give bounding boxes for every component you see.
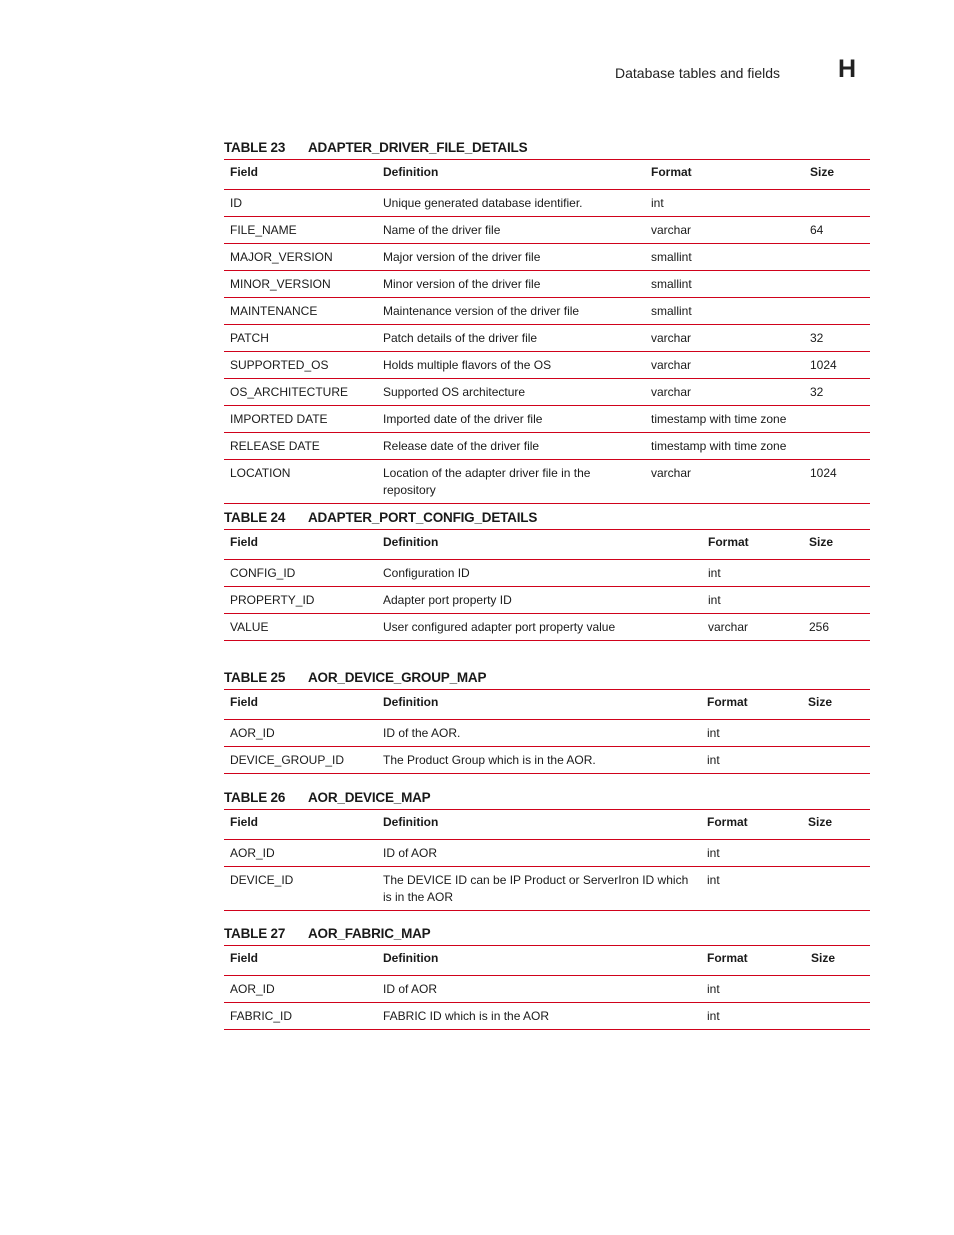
table-row xyxy=(224,720,870,747)
table-caption xyxy=(224,507,870,529)
table-number: TABLE 25 xyxy=(224,670,286,685)
table-cell: ID of the AOR. xyxy=(377,720,701,747)
data-table xyxy=(224,689,870,774)
table-row xyxy=(224,271,870,298)
table-number: TABLE 27 xyxy=(224,926,286,941)
table-cell xyxy=(805,1003,870,1030)
data-table xyxy=(224,809,870,911)
table-number: TABLE 26 xyxy=(224,790,286,805)
table-cell: int xyxy=(701,840,802,867)
column-header: Field xyxy=(230,815,259,829)
table-cell: DEVICE_ID xyxy=(224,867,377,911)
table-cell: 1024 xyxy=(804,460,870,504)
table-cell: Patch details of the driver file xyxy=(377,325,645,352)
table-cell: AOR_ID xyxy=(224,720,377,747)
table-header-row xyxy=(224,160,870,190)
table-cell: The Product Group which is in the AOR. xyxy=(377,747,701,774)
table-row xyxy=(224,747,870,774)
table-cell: Release date of the driver file xyxy=(377,433,645,460)
column-header: Definition xyxy=(383,695,439,709)
table-caption xyxy=(224,137,870,159)
column-header: Field xyxy=(230,695,259,709)
table-cell xyxy=(804,190,870,217)
table-cell xyxy=(804,244,870,271)
table-cell xyxy=(804,271,870,298)
table-cell: The DEVICE ID can be IP Product or ServerIron ID which is in the AOR xyxy=(377,867,701,911)
table-row xyxy=(224,190,870,217)
table-header-row xyxy=(224,810,870,840)
table-row xyxy=(224,379,870,406)
table-cell: PROPERTY_ID xyxy=(224,587,377,614)
table-cell: PATCH xyxy=(224,325,377,352)
column-header: Field xyxy=(230,535,259,549)
column-header: Definition xyxy=(383,815,439,829)
table-cell: smallint xyxy=(645,298,804,325)
table-row xyxy=(224,352,870,379)
data-table xyxy=(224,159,870,504)
table-cell: int xyxy=(645,190,804,217)
table-cell: int xyxy=(701,720,802,747)
data-table xyxy=(224,945,870,1030)
table-row xyxy=(224,840,870,867)
table-cell: Imported date of the driver file xyxy=(377,406,645,433)
table-row xyxy=(224,1003,870,1030)
column-header: Definition xyxy=(383,535,439,549)
table-row xyxy=(224,406,870,433)
table-row xyxy=(224,614,870,641)
table-cell: VALUE xyxy=(224,614,377,641)
table-cell xyxy=(802,840,870,867)
table-header-row xyxy=(224,530,870,560)
table-cell: varchar xyxy=(645,217,804,244)
table-cell: int xyxy=(701,1003,805,1030)
table-cell: Name of the driver file xyxy=(377,217,645,244)
table-cell xyxy=(804,433,870,460)
column-header: Field xyxy=(230,165,259,179)
column-header: Size xyxy=(808,695,833,709)
table-name: AOR_FABRIC_MAP xyxy=(308,926,431,941)
table-cell: LOCATION xyxy=(224,460,377,504)
table-name: ADAPTER_DRIVER_FILE_DETAILS xyxy=(308,140,528,155)
table-cell: ID of AOR xyxy=(377,976,701,1003)
table-cell: User configured adapter port property value xyxy=(377,614,702,641)
table-cell: varchar xyxy=(702,614,803,641)
table-row xyxy=(224,867,870,911)
table-cell: Configuration ID xyxy=(377,560,702,587)
table-cell: varchar xyxy=(645,460,804,504)
table-cell: int xyxy=(702,587,803,614)
table-row xyxy=(224,244,870,271)
table-cell: Adapter port property ID xyxy=(377,587,702,614)
column-header: Size xyxy=(809,535,834,549)
column-header: Format xyxy=(708,535,749,549)
column-header: Field xyxy=(230,951,259,965)
running-header-title: Database tables and fields xyxy=(615,65,780,81)
appendix-letter: H xyxy=(838,55,857,83)
table-cell: ID of AOR xyxy=(377,840,701,867)
table-number: TABLE 24 xyxy=(224,510,286,525)
table-cell: int xyxy=(701,747,802,774)
table-cell: Major version of the driver file xyxy=(377,244,645,271)
table-block xyxy=(224,507,870,641)
table-cell: 1024 xyxy=(804,352,870,379)
column-header: Format xyxy=(707,951,748,965)
table-cell: varchar xyxy=(645,325,804,352)
table-block xyxy=(224,137,870,504)
table-cell: MAJOR_VERSION xyxy=(224,244,377,271)
table-number: TABLE 23 xyxy=(224,140,286,155)
table-cell: timestamp with time zone xyxy=(645,433,804,460)
table-cell xyxy=(804,298,870,325)
table-cell: Maintenance version of the driver file xyxy=(377,298,645,325)
table-block xyxy=(224,787,870,911)
table-cell: FILE_NAME xyxy=(224,217,377,244)
table-name: AOR_DEVICE_GROUP_MAP xyxy=(308,670,487,685)
table-cell: smallint xyxy=(645,244,804,271)
data-table xyxy=(224,529,870,641)
table-cell: ID xyxy=(224,190,377,217)
table-cell: IMPORTED DATE xyxy=(224,406,377,433)
table-block xyxy=(224,667,870,774)
table-row xyxy=(224,587,870,614)
table-cell: Unique generated database identifier. xyxy=(377,190,645,217)
table-cell: Holds multiple flavors of the OS xyxy=(377,352,645,379)
table-cell: 32 xyxy=(804,325,870,352)
table-name: AOR_DEVICE_MAP xyxy=(308,790,431,805)
table-cell: Supported OS architecture xyxy=(377,379,645,406)
column-header: Format xyxy=(651,165,692,179)
table-cell xyxy=(803,560,870,587)
table-header-row xyxy=(224,946,870,976)
table-cell xyxy=(805,976,870,1003)
column-header: Size xyxy=(808,815,833,829)
table-cell: RELEASE DATE xyxy=(224,433,377,460)
table-row xyxy=(224,460,870,504)
table-cell: smallint xyxy=(645,271,804,298)
table-cell: varchar xyxy=(645,352,804,379)
table-cell: DEVICE_GROUP_ID xyxy=(224,747,377,774)
table-cell: varchar xyxy=(645,379,804,406)
table-cell: AOR_ID xyxy=(224,976,377,1003)
table-caption xyxy=(224,923,870,945)
table-cell xyxy=(804,406,870,433)
table-cell: int xyxy=(701,976,805,1003)
table-cell: timestamp with time zone xyxy=(645,406,804,433)
column-header: Size xyxy=(810,165,835,179)
column-header: Definition xyxy=(383,165,439,179)
table-row xyxy=(224,433,870,460)
table-cell: CONFIG_ID xyxy=(224,560,377,587)
table-row xyxy=(224,298,870,325)
column-header: Definition xyxy=(383,951,439,965)
table-row xyxy=(224,325,870,352)
table-cell: FABRIC_ID xyxy=(224,1003,377,1030)
table-cell: SUPPORTED_OS xyxy=(224,352,377,379)
table-cell: 32 xyxy=(804,379,870,406)
column-header: Format xyxy=(707,815,748,829)
table-cell: Location of the adapter driver file in the repository xyxy=(377,460,645,504)
table-cell: OS_ARCHITECTURE xyxy=(224,379,377,406)
table-row xyxy=(224,976,870,1003)
column-header: Format xyxy=(707,695,748,709)
table-cell: MINOR_VERSION xyxy=(224,271,377,298)
table-cell: int xyxy=(701,867,802,911)
table-cell: int xyxy=(702,560,803,587)
table-cell: AOR_ID xyxy=(224,840,377,867)
table-caption xyxy=(224,787,870,809)
table-row xyxy=(224,217,870,244)
table-cell: Minor version of the driver file xyxy=(377,271,645,298)
table-cell: MAINTENANCE xyxy=(224,298,377,325)
table-cell xyxy=(803,587,870,614)
table-cell xyxy=(802,720,870,747)
table-cell: FABRIC ID which is in the AOR xyxy=(377,1003,701,1030)
table-block xyxy=(224,923,870,1030)
table-header-row xyxy=(224,690,870,720)
table-name: ADAPTER_PORT_CONFIG_DETAILS xyxy=(308,510,538,525)
table-row xyxy=(224,560,870,587)
table-cell xyxy=(802,867,870,911)
table-cell: 256 xyxy=(803,614,870,641)
table-caption xyxy=(224,667,870,689)
column-header: Size xyxy=(811,951,836,965)
table-cell xyxy=(802,747,870,774)
table-cell: 64 xyxy=(804,217,870,244)
